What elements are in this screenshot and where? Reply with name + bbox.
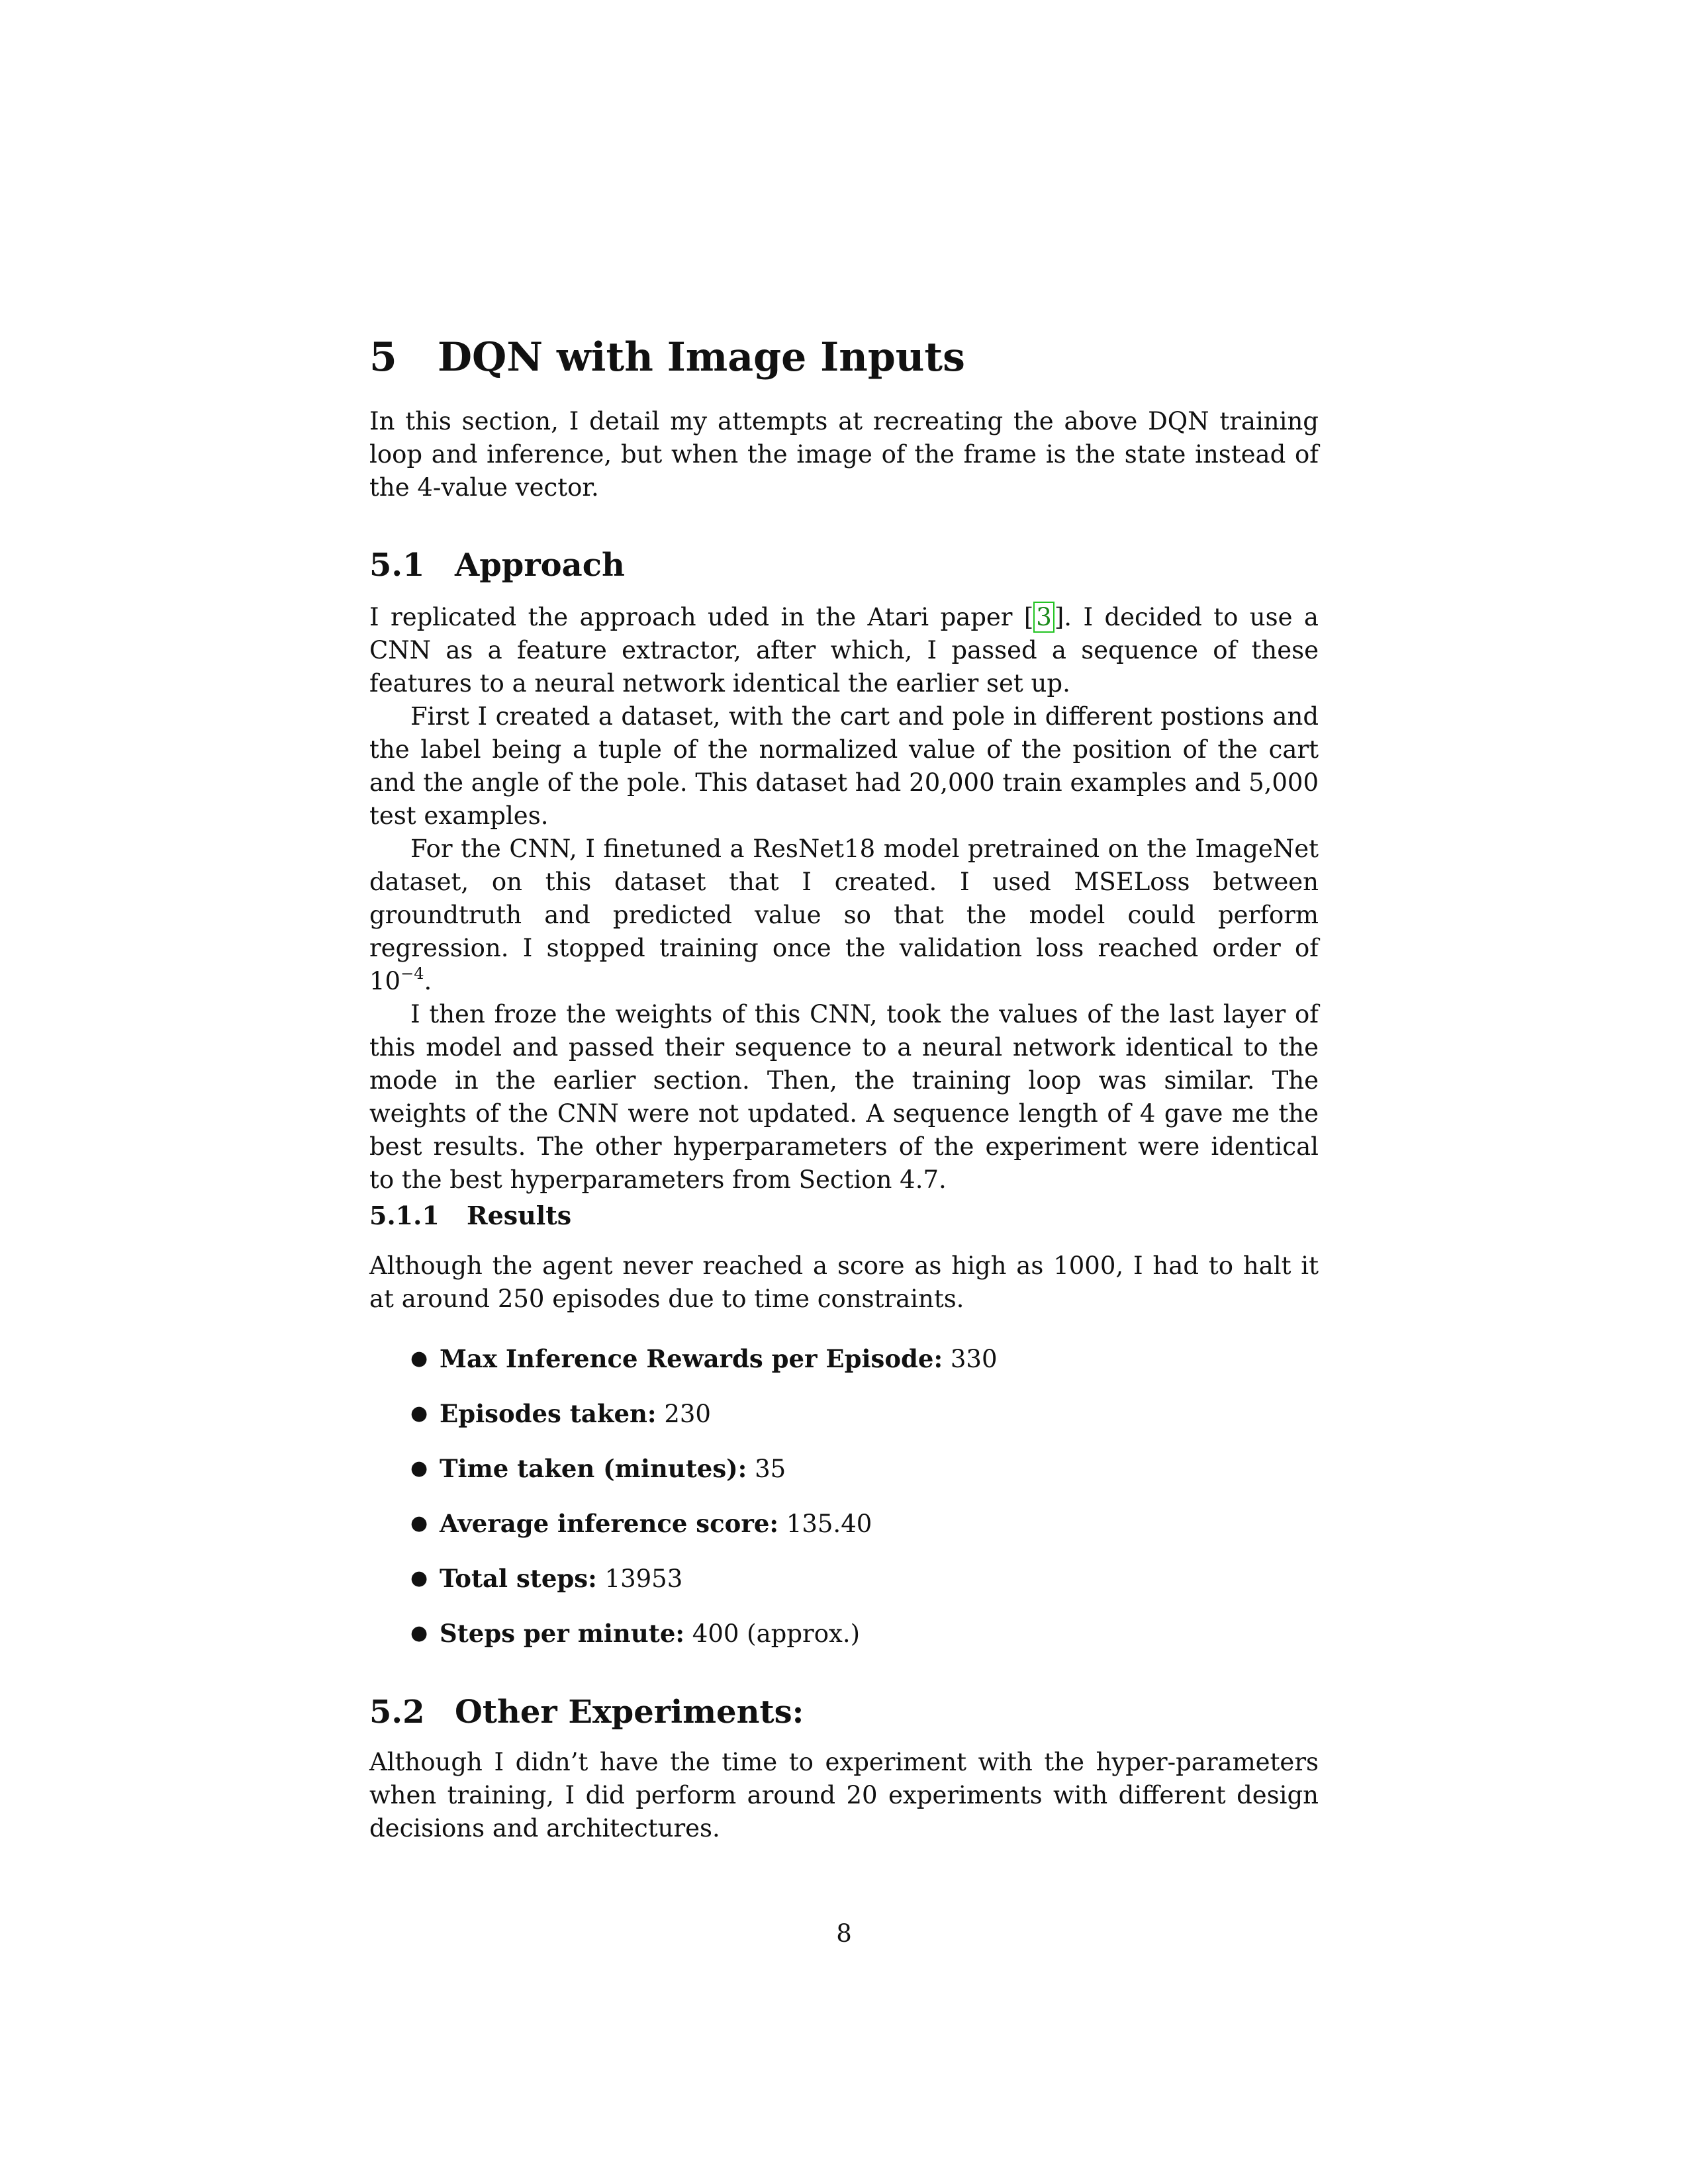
- bullet-icon: ●: [410, 1457, 428, 1480]
- list-item: [410, 1564, 683, 1593]
- section-5-heading: [369, 334, 1319, 381]
- subsection-number: 5.2: [369, 1694, 425, 1731]
- subsection-title: Other Experiments:: [455, 1694, 804, 1731]
- section-5-1-1-heading: [369, 1203, 1319, 1228]
- item-label: Average inference score:: [440, 1509, 779, 1538]
- exponent: −4: [400, 964, 424, 983]
- text-span: I replicated the approach uded in the Atari paper [: [369, 603, 1034, 631]
- list-item: [410, 1509, 872, 1538]
- approach-paragraph-1: [369, 601, 1319, 700]
- item-value: 330: [950, 1345, 998, 1373]
- item-label: Time taken (minutes):: [440, 1454, 747, 1483]
- approach-paragraph-3: [369, 833, 1319, 998]
- section-5-2-heading: [369, 1694, 1319, 1731]
- text-span: .: [424, 967, 432, 995]
- item-label: Episodes taken:: [440, 1399, 657, 1428]
- item-value: 135.40: [786, 1510, 872, 1538]
- other-experiments-paragraph: Although I didn’t have the time to experiment with the hyper-parameters when training, I did perform around 20 experiments with different design decisions and architectures.: [369, 1748, 1319, 1843]
- bullet-icon: ●: [410, 1567, 428, 1590]
- item-value: 13953: [604, 1565, 683, 1593]
- section-5-intro: In this section, I detail my attempts at recreating the above DQN training loop and inference, but when the image of the frame is the state instead of the 4-value vector.: [369, 407, 1319, 502]
- subsection-number: 5.1: [369, 547, 425, 584]
- list-item: [410, 1399, 711, 1428]
- text-span: For the CNN, I finetuned a ResNet18 model pretrained on the ImageNet dataset, on this dataset that I created. I used MSELoss between groundtruth and predicted value so that the model could perform regression. I stopped training once the validation loss reached order of 10: [369, 835, 1319, 995]
- approach-body: [369, 601, 1319, 1197]
- item-label: Max Inference Rewards per Episode:: [440, 1344, 943, 1373]
- results-intro: Although the agent never reached a score as high as 1000, I had to halt it at around 250 episodes due to time constraints.: [369, 1251, 1319, 1313]
- bullet-icon: ●: [410, 1512, 428, 1535]
- section-title: DQN with Image Inputs: [438, 334, 965, 381]
- text-span: ]. I decided to use a CNN as a feature extractor, after which, I passed a sequence of these features to a neural network identical the earlier set up.: [369, 603, 1319, 698]
- bullet-icon: ●: [410, 1621, 428, 1645]
- list-item: [410, 1454, 786, 1483]
- approach-paragraph-4: I then froze the weights of this CNN, took the values of the last layer of this model and passed their sequence to a neural network identical to the mode in the earlier section. Then, the training loop was similar. The weights of the CNN were not updated. A sequence length of 4 gave me the best results. The other hyperparameters of the experiment were identical to the best hyperparameters from Section 4.7.: [369, 1000, 1319, 1194]
- citation-link[interactable]: 3: [1033, 602, 1055, 633]
- subsection-title: Approach: [455, 547, 625, 584]
- bullet-icon: ●: [410, 1402, 428, 1425]
- item-value: 230: [664, 1400, 711, 1428]
- approach-paragraph-2: First I created a dataset, with the cart and pole in different postions and the label being a tuple of the normalized value of the position of the cart and the angle of the pole. This dataset had 20,000 train examples and 5,000 test examples.: [369, 702, 1319, 830]
- subsubsection-number: 5.1.1: [369, 1201, 440, 1230]
- list-item: [410, 1621, 860, 1646]
- section-number: 5: [369, 334, 397, 381]
- bullet-icon: ●: [410, 1347, 428, 1370]
- page-number: 8: [836, 1919, 852, 1948]
- item-value: 35: [755, 1455, 786, 1483]
- item-value: 400 (approx.): [692, 1619, 861, 1648]
- subsubsection-title: Results: [467, 1201, 572, 1230]
- list-item: [410, 1344, 998, 1373]
- section-5-1-heading: [369, 547, 1319, 584]
- item-label: Steps per minute:: [440, 1619, 685, 1648]
- item-label: Total steps:: [440, 1564, 597, 1593]
